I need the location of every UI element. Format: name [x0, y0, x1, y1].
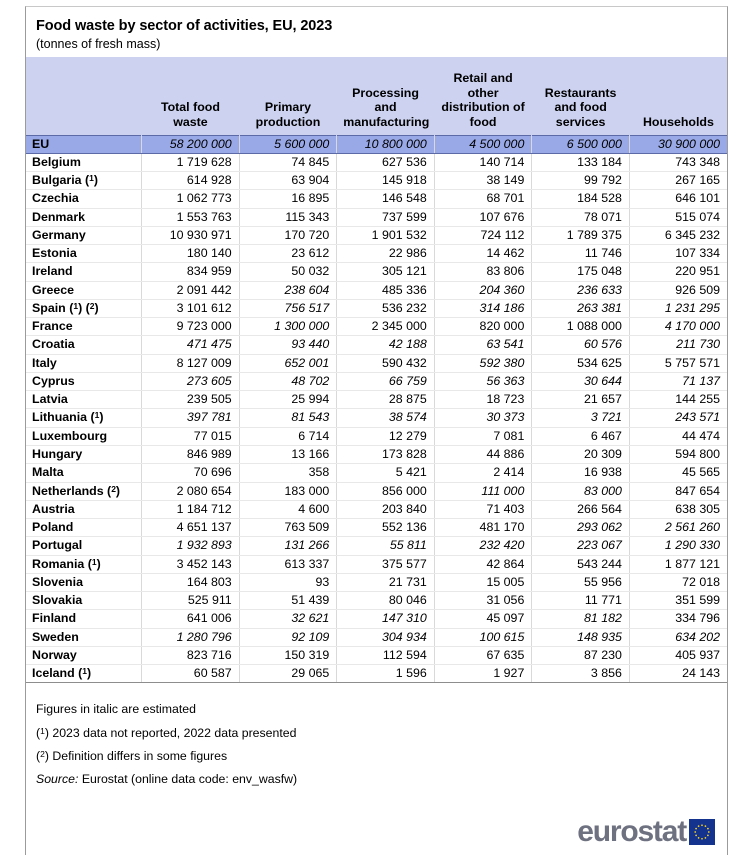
cell-value: 2 091 442 [142, 281, 240, 299]
cell-value: 7 081 [434, 427, 532, 445]
cell-value: 183 000 [239, 482, 337, 500]
source-text: Eurostat (online data code: env_wasfw) [81, 772, 298, 787]
eu-stars-icon [689, 819, 715, 845]
cell-value: 56 363 [434, 372, 532, 390]
cell-value: 15 005 [434, 573, 532, 591]
cell-value: 11 771 [532, 592, 630, 610]
table-row [26, 464, 727, 482]
cell-value: 4 600 [239, 500, 337, 518]
row-label: Lithuania ($^1$) [26, 409, 142, 427]
cell-value: 45 565 [629, 464, 727, 482]
row-label: Bulgaria ($^1$) [26, 172, 142, 190]
cell-value: 175 048 [532, 263, 630, 281]
cell-value: 314 186 [434, 299, 532, 317]
footnotes-block [26, 683, 727, 800]
cell-value: 594 800 [629, 446, 727, 464]
cell-value: 66 759 [337, 372, 435, 390]
table-row [26, 573, 727, 591]
column-header-primary-production: Primary production [239, 57, 337, 135]
cell-value: 93 [239, 573, 337, 591]
cell-value: 204 360 [434, 281, 532, 299]
cell-value: 638 305 [629, 500, 727, 518]
source-label: Source: [36, 772, 79, 787]
row-label: Croatia [26, 336, 142, 354]
cell-value: 304 934 [337, 628, 435, 646]
cell-value: 1 280 796 [142, 628, 240, 646]
cell-value: 21 657 [532, 391, 630, 409]
cell-value: 243 571 [629, 409, 727, 427]
cell-value: 763 509 [239, 519, 337, 537]
cell-value: 140 714 [434, 153, 532, 171]
cell-value: 2 414 [434, 464, 532, 482]
table-row [26, 519, 727, 537]
cell-value: 173 828 [337, 446, 435, 464]
cell-value: 148 935 [532, 628, 630, 646]
cell-value: 641 006 [142, 610, 240, 628]
row-label: Estonia [26, 245, 142, 263]
cell-value: 150 319 [239, 646, 337, 664]
cell-value: 5 421 [337, 464, 435, 482]
cell-value: 211 730 [629, 336, 727, 354]
cell-value: 63 541 [434, 336, 532, 354]
cell-value: 74 845 [239, 153, 337, 171]
cell-value: 515 074 [629, 208, 727, 226]
cell-value: 25 994 [239, 391, 337, 409]
cell-value: 1 789 375 [532, 226, 630, 244]
cell-value: 71 137 [629, 372, 727, 390]
cell-value: 375 577 [337, 555, 435, 573]
cell-value: 2 345 000 [337, 318, 435, 336]
row-label: Romania ($^1$) [26, 555, 142, 573]
cell-value: 83 806 [434, 263, 532, 281]
cell-value: 18 723 [434, 391, 532, 409]
cell-value: 4 500 000 [434, 135, 532, 153]
footnote-2-marker: 2 [40, 749, 45, 760]
row-label: Portugal [26, 537, 142, 555]
cell-value: 81 182 [532, 610, 630, 628]
column-header-restaurants-and-food-services: Restaurants and food services [532, 57, 630, 135]
row-label: Iceland ($^1$) [26, 665, 142, 683]
cell-value: 743 348 [629, 153, 727, 171]
cell-value: 24 143 [629, 665, 727, 683]
row-label: Belgium [26, 153, 142, 171]
cell-value: 3 101 612 [142, 299, 240, 317]
row-label: Ireland [26, 263, 142, 281]
cell-value: 22 986 [337, 245, 435, 263]
cell-value: 3 452 143 [142, 555, 240, 573]
column-header-processing-and-manufacturing: Processing and manufacturing [337, 57, 435, 135]
cell-value: 834 959 [142, 263, 240, 281]
page-title: Food waste by sector of activities, EU, 2023 [36, 18, 333, 34]
table-row [26, 336, 727, 354]
cell-value: 112 594 [337, 646, 435, 664]
header-row [26, 57, 727, 135]
footnote-1-marker: 1 [40, 725, 45, 736]
cell-value: 63 904 [239, 172, 337, 190]
cell-value: 51 439 [239, 592, 337, 610]
cell-value: 28 875 [337, 391, 435, 409]
cell-value: 1 184 712 [142, 500, 240, 518]
table-row [26, 427, 727, 445]
cell-value: 1 596 [337, 665, 435, 683]
cell-value: 5 757 571 [629, 354, 727, 372]
cell-value: 238 604 [239, 281, 337, 299]
logo-area [26, 801, 727, 855]
cell-value: 534 625 [532, 354, 630, 372]
cell-value: 613 337 [239, 555, 337, 573]
cell-value: 71 403 [434, 500, 532, 518]
table-row [26, 263, 727, 281]
cell-value: 77 015 [142, 427, 240, 445]
cell-value: 83 000 [532, 482, 630, 500]
note-footnote-1: ($^1$) 2023 data not reported, 2022 data presented [36, 725, 297, 740]
cell-value: 78 071 [532, 208, 630, 226]
cell-value: 1 901 532 [337, 226, 435, 244]
table-row [26, 446, 727, 464]
cell-value: 334 796 [629, 610, 727, 628]
table-row [26, 646, 727, 664]
table-row [26, 372, 727, 390]
cell-value: 305 121 [337, 263, 435, 281]
row-label: Latvia [26, 391, 142, 409]
cell-value: 8 127 009 [142, 354, 240, 372]
cell-value: 100 615 [434, 628, 532, 646]
cell-value: 80 046 [337, 592, 435, 610]
table-row [26, 391, 727, 409]
cell-value: 1 290 330 [629, 537, 727, 555]
row-label: Sweden [26, 628, 142, 646]
cell-value: 847 654 [629, 482, 727, 500]
cell-value: 525 911 [142, 592, 240, 610]
cell-value: 351 599 [629, 592, 727, 610]
row-label: Poland [26, 519, 142, 537]
cell-value: 32 621 [239, 610, 337, 628]
cell-value: 3 721 [532, 409, 630, 427]
cell-value: 20 309 [532, 446, 630, 464]
column-header-country [26, 57, 142, 135]
cell-value: 481 170 [434, 519, 532, 537]
title-block [26, 7, 727, 57]
row-label: Greece [26, 281, 142, 299]
cell-value: 107 334 [629, 245, 727, 263]
cell-value: 184 528 [532, 190, 630, 208]
cell-value: 87 230 [532, 646, 630, 664]
row-label: Austria [26, 500, 142, 518]
table-frame [25, 6, 728, 855]
cell-value: 42 188 [337, 336, 435, 354]
table-row [26, 318, 727, 336]
cell-value: 263 381 [532, 299, 630, 317]
cell-value: 592 380 [434, 354, 532, 372]
table-row [26, 592, 727, 610]
row-label: Italy [26, 354, 142, 372]
row-footnote-marker: 1 [73, 300, 79, 311]
table-row [26, 482, 727, 500]
column-header-households: Households [629, 57, 727, 135]
row-footnote-marker: 1 [89, 173, 94, 184]
cell-value: 926 509 [629, 281, 727, 299]
cell-value: 1 553 763 [142, 208, 240, 226]
cell-value: 67 635 [434, 646, 532, 664]
cell-value: 267 165 [629, 172, 727, 190]
table-row [26, 281, 727, 299]
cell-value: 55 956 [532, 573, 630, 591]
row-label: Hungary [26, 446, 142, 464]
cell-value: 756 517 [239, 299, 337, 317]
row-label: France [26, 318, 142, 336]
table-row [26, 245, 727, 263]
cell-value: 405 937 [629, 646, 727, 664]
cell-value: 29 065 [239, 665, 337, 683]
cell-value: 1 927 [434, 665, 532, 683]
row-label: Netherlands ($^2$) [26, 482, 142, 500]
eurostat-logo [577, 814, 715, 848]
cell-value: 55 811 [337, 537, 435, 555]
row-footnote-marker: 1 [91, 556, 97, 567]
cell-value: 12 279 [337, 427, 435, 445]
table-row [26, 135, 727, 153]
table-row [26, 610, 727, 628]
cell-value: 471 475 [142, 336, 240, 354]
cell-value: 6 345 232 [629, 226, 727, 244]
cell-value: 6 714 [239, 427, 337, 445]
row-label: Spain ($^1$) ($^2$) [26, 299, 142, 317]
cell-value: 397 781 [142, 409, 240, 427]
cell-value: 223 067 [532, 537, 630, 555]
footnote-2-text: ) Definition differs in some figures [44, 749, 228, 764]
cell-value: 44 474 [629, 427, 727, 445]
cell-value: 627 536 [337, 153, 435, 171]
cell-value: 5 600 000 [239, 135, 337, 153]
table-row [26, 537, 727, 555]
cell-value: 99 792 [532, 172, 630, 190]
food-waste-table [26, 57, 727, 683]
cell-value: 23 612 [239, 245, 337, 263]
cell-value: 2 080 654 [142, 482, 240, 500]
cell-value: 10 800 000 [337, 135, 435, 153]
cell-value: 21 731 [337, 573, 435, 591]
cell-value: 823 716 [142, 646, 240, 664]
cell-value: 4 170 000 [629, 318, 727, 336]
cell-value: 232 420 [434, 537, 532, 555]
cell-value: 170 720 [239, 226, 337, 244]
row-label: Finland [26, 610, 142, 628]
cell-value: 68 701 [434, 190, 532, 208]
cell-value: 634 202 [629, 628, 727, 646]
cell-value: 16 895 [239, 190, 337, 208]
cell-value: 58 200 000 [142, 135, 240, 153]
note-italic-estimated: Figures in italic are estimated [36, 702, 196, 717]
cell-value: 1 231 295 [629, 299, 727, 317]
table-row [26, 665, 727, 683]
cell-value: 737 599 [337, 208, 435, 226]
cell-value: 273 605 [142, 372, 240, 390]
cell-value: 846 989 [142, 446, 240, 464]
row-footnote-marker: 1 [82, 666, 88, 677]
cell-value: 30 644 [532, 372, 630, 390]
page-subtitle: (tonnes of fresh mass) [36, 37, 161, 52]
cell-value: 4 651 137 [142, 519, 240, 537]
cell-value: 81 543 [239, 409, 337, 427]
cell-value: 147 310 [337, 610, 435, 628]
row-footnote-marker: 2 [89, 300, 95, 311]
cell-value: 14 462 [434, 245, 532, 263]
column-header-retail-and-other-distribution: Retail and other distribution of food [434, 57, 532, 135]
cell-value: 38 574 [337, 409, 435, 427]
cell-value: 1 719 628 [142, 153, 240, 171]
row-label: Luxembourg [26, 427, 142, 445]
table-row [26, 409, 727, 427]
cell-value: 646 101 [629, 190, 727, 208]
cell-value: 16 938 [532, 464, 630, 482]
row-label: Germany [26, 226, 142, 244]
cell-value: 180 140 [142, 245, 240, 263]
eu-flag-icon [689, 819, 715, 845]
cell-value: 50 032 [239, 263, 337, 281]
cell-value: 10 930 971 [142, 226, 240, 244]
cell-value: 220 951 [629, 263, 727, 281]
cell-value: 146 548 [337, 190, 435, 208]
table-row [26, 226, 727, 244]
cell-value: 70 696 [142, 464, 240, 482]
cell-value: 3 856 [532, 665, 630, 683]
cell-value: 856 000 [337, 482, 435, 500]
table-row [26, 354, 727, 372]
cell-value: 164 803 [142, 573, 240, 591]
cell-value: 724 112 [434, 226, 532, 244]
row-footnote-marker: 1 [94, 410, 100, 421]
cell-value: 60 576 [532, 336, 630, 354]
cell-value: 107 676 [434, 208, 532, 226]
cell-value: 48 702 [239, 372, 337, 390]
cell-value: 1 932 893 [142, 537, 240, 555]
cell-value: 115 343 [239, 208, 337, 226]
cell-value: 45 097 [434, 610, 532, 628]
row-label: EU [26, 135, 142, 153]
row-label: Norway [26, 646, 142, 664]
cell-value: 60 587 [142, 665, 240, 683]
cell-value: 93 440 [239, 336, 337, 354]
row-footnote-marker: 2 [111, 483, 116, 494]
table-row [26, 172, 727, 190]
cell-value: 30 900 000 [629, 135, 727, 153]
cell-value: 543 244 [532, 555, 630, 573]
cell-value: 1 088 000 [532, 318, 630, 336]
column-header-total-food-waste: Total food waste [142, 57, 240, 135]
row-label: Czechia [26, 190, 142, 208]
note-footnote-2: ($^2$) Definition differs in some figures [36, 749, 228, 764]
row-label: Denmark [26, 208, 142, 226]
cell-value: 614 928 [142, 172, 240, 190]
cell-value: 6 500 000 [532, 135, 630, 153]
cell-value: 6 467 [532, 427, 630, 445]
table-row [26, 500, 727, 518]
cell-value: 111 000 [434, 482, 532, 500]
eurostat-wordmark: eurostat [577, 814, 686, 848]
cell-value: 236 633 [532, 281, 630, 299]
row-label: Cyprus [26, 372, 142, 390]
cell-value: 44 886 [434, 446, 532, 464]
cell-value: 133 184 [532, 153, 630, 171]
table-row [26, 299, 727, 317]
cell-value: 72 018 [629, 573, 727, 591]
table-row [26, 628, 727, 646]
row-label: Malta [26, 464, 142, 482]
table-header [26, 57, 727, 135]
row-label: Slovenia [26, 573, 142, 591]
cell-value: 1 062 773 [142, 190, 240, 208]
cell-value: 590 432 [337, 354, 435, 372]
cell-value: 203 840 [337, 500, 435, 518]
cell-value: 11 746 [532, 245, 630, 263]
cell-value: 293 062 [532, 519, 630, 537]
cell-value: 239 505 [142, 391, 240, 409]
note-source [36, 773, 727, 785]
cell-value: 536 232 [337, 299, 435, 317]
cell-value: 131 266 [239, 537, 337, 555]
cell-value: 266 564 [532, 500, 630, 518]
table-body [26, 135, 727, 683]
cell-value: 38 149 [434, 172, 532, 190]
cell-value: 1 300 000 [239, 318, 337, 336]
cell-value: 30 373 [434, 409, 532, 427]
cell-value: 552 136 [337, 519, 435, 537]
cell-value: 485 336 [337, 281, 435, 299]
cell-value: 358 [239, 464, 337, 482]
cell-value: 145 918 [337, 172, 435, 190]
cell-value: 144 255 [629, 391, 727, 409]
cell-value: 9 723 000 [142, 318, 240, 336]
cell-value: 13 166 [239, 446, 337, 464]
cell-value: 31 056 [434, 592, 532, 610]
row-label: Slovakia [26, 592, 142, 610]
table-row [26, 208, 727, 226]
cell-value: 1 877 121 [629, 555, 727, 573]
cell-value: 652 001 [239, 354, 337, 372]
cell-value: 2 561 260 [629, 519, 727, 537]
cell-value: 92 109 [239, 628, 337, 646]
cell-value: 42 864 [434, 555, 532, 573]
table-row [26, 153, 727, 171]
cell-value: 820 000 [434, 318, 532, 336]
table-row [26, 190, 727, 208]
footnote-1-text: ) 2023 data not reported, 2022 data presented [44, 725, 297, 740]
table-row [26, 555, 727, 573]
